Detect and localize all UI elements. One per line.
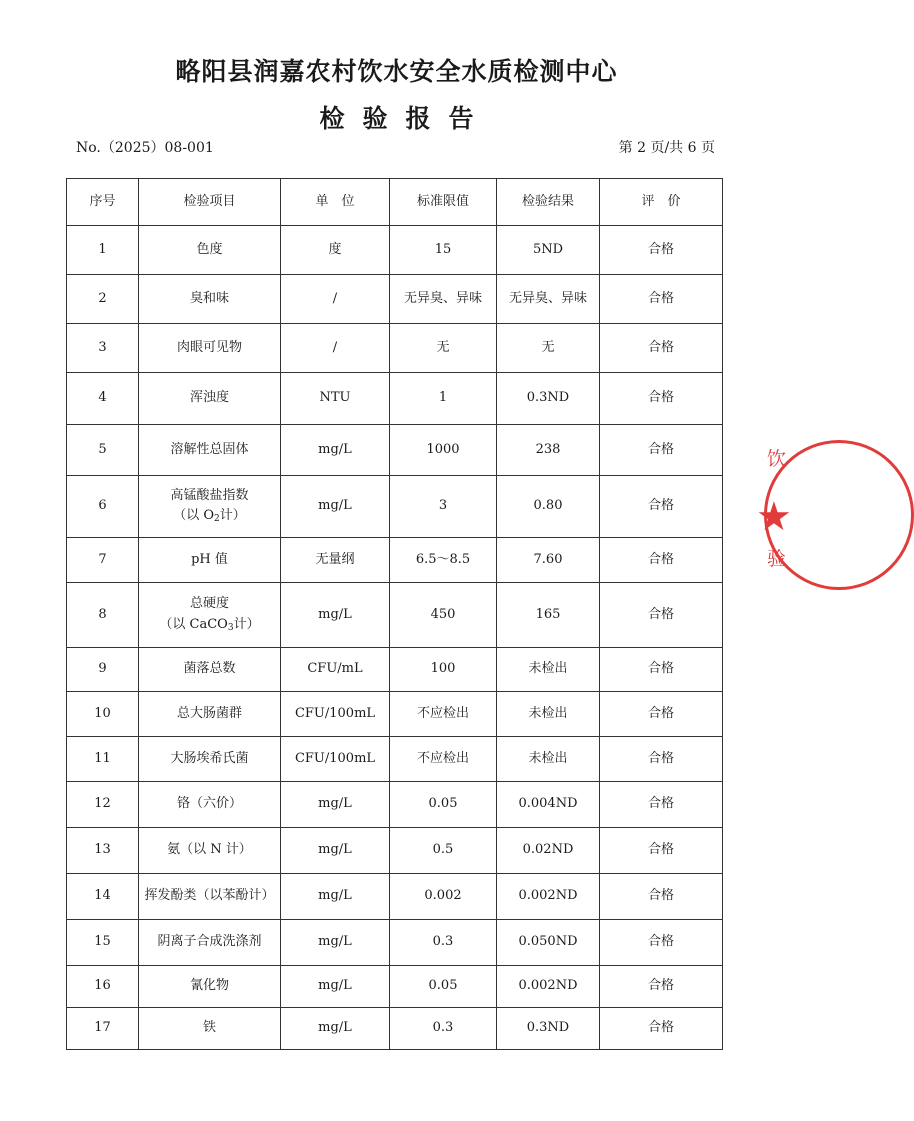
seal-char-top: 饮 xyxy=(767,448,787,470)
cell-limit: 不应检出 xyxy=(390,737,497,782)
table-row xyxy=(67,226,723,275)
cell-number: 7 xyxy=(67,538,139,583)
cell-evaluation: 合格 xyxy=(600,782,723,828)
item-name: 阴离子合成洗涤剂 xyxy=(157,934,262,950)
item-name: 溶解性总固体 xyxy=(170,441,249,457)
cell-limit: 6.5～8.5 xyxy=(390,538,497,583)
item-name: 挥发酚类（以苯酚计） xyxy=(144,888,275,904)
seal-char-bottom: 验 xyxy=(767,548,787,570)
cell-evaluation: 合格 xyxy=(600,275,723,324)
cell-result: 238 xyxy=(497,425,600,476)
column-header-limit: 标准限值 xyxy=(390,179,497,226)
table-row xyxy=(67,275,723,324)
cell-evaluation: 合格 xyxy=(600,648,723,692)
cell-item xyxy=(139,226,281,275)
cell-result: 5ND xyxy=(497,226,600,275)
column-header-unit: 单 位 xyxy=(281,179,390,226)
cell-limit: 450 xyxy=(390,583,497,648)
table-row xyxy=(67,828,723,874)
cell-result: 未检出 xyxy=(497,692,600,737)
cell-evaluation: 合格 xyxy=(600,425,723,476)
cell-limit: 0.002 xyxy=(390,874,497,920)
cell-number: 11 xyxy=(67,737,139,782)
cell-unit: / xyxy=(281,275,390,324)
cell-limit: 无 xyxy=(390,324,497,373)
item-name: 氰化物 xyxy=(189,978,229,994)
table-row xyxy=(67,648,723,692)
cell-result: 0.3ND xyxy=(497,1008,600,1050)
cell-unit: / xyxy=(281,324,390,373)
cell-evaluation: 合格 xyxy=(600,583,723,648)
table-row xyxy=(67,373,723,425)
cell-unit: mg/L xyxy=(281,874,390,920)
cell-number: 2 xyxy=(67,275,139,324)
table-row xyxy=(67,874,723,920)
item-basis xyxy=(141,615,278,636)
inspection-results-table xyxy=(66,178,723,1050)
cell-number: 6 xyxy=(67,476,139,538)
cell-item xyxy=(139,782,281,828)
cell-item xyxy=(139,275,281,324)
cell-unit: mg/L xyxy=(281,782,390,828)
cell-evaluation: 合格 xyxy=(600,966,723,1008)
cell-unit: NTU xyxy=(281,373,390,425)
cell-limit: 无异臭、异味 xyxy=(390,275,497,324)
organization-title: 略阳县润嘉农村饮水安全水质检测中心 xyxy=(175,57,618,86)
cell-result: 无 xyxy=(497,324,600,373)
column-header-result: 检验结果 xyxy=(497,179,600,226)
cell-evaluation: 合格 xyxy=(600,226,723,275)
table-row xyxy=(67,583,723,648)
cell-item xyxy=(139,648,281,692)
page-indicator: 第 2 页/共 6 页 xyxy=(618,140,715,156)
cell-limit: 0.5 xyxy=(390,828,497,874)
cell-item xyxy=(139,828,281,874)
cell-result: 0.02ND xyxy=(497,828,600,874)
cell-item xyxy=(139,966,281,1008)
table-header-row xyxy=(67,179,723,226)
column-header-evaluation: 评 价 xyxy=(600,179,723,226)
cell-item xyxy=(139,1008,281,1050)
item-name: 铁 xyxy=(202,1020,216,1036)
cell-limit: 1000 xyxy=(390,425,497,476)
cell-unit: 无量纲 xyxy=(281,538,390,583)
cell-number: 4 xyxy=(67,373,139,425)
cell-number: 3 xyxy=(67,324,139,373)
cell-result: 165 xyxy=(497,583,600,648)
cell-limit: 15 xyxy=(390,226,497,275)
cell-item xyxy=(139,425,281,476)
cell-result: 未检出 xyxy=(497,648,600,692)
cell-item xyxy=(139,737,281,782)
table-row xyxy=(67,324,723,373)
basis-text: 计） xyxy=(233,616,260,632)
cell-evaluation: 合格 xyxy=(600,476,723,538)
subscript: 2 xyxy=(214,514,220,525)
cell-item xyxy=(139,476,281,538)
cell-item xyxy=(139,324,281,373)
cell-evaluation: 合格 xyxy=(600,373,723,425)
table-row xyxy=(67,966,723,1008)
cell-result: 未检出 xyxy=(497,737,600,782)
item-name: 肉眼可见物 xyxy=(176,339,242,355)
item-name: 浑浊度 xyxy=(189,390,229,406)
cell-result: 0.3ND xyxy=(497,373,600,425)
item-basis xyxy=(141,506,278,527)
cell-result: 7.60 xyxy=(497,538,600,583)
item-name: 铬（六价） xyxy=(176,796,242,812)
table-body xyxy=(67,226,723,1050)
item-name: 氨（以 N 计） xyxy=(167,842,252,858)
item-name: pH 值 xyxy=(191,551,228,567)
item-name: 高锰酸盐指数 xyxy=(170,487,249,503)
table-row xyxy=(67,425,723,476)
cell-limit: 3 xyxy=(390,476,497,538)
cell-number: 14 xyxy=(67,874,139,920)
cell-unit: CFU/100mL xyxy=(281,737,390,782)
cell-limit: 不应检出 xyxy=(390,692,497,737)
cell-unit: mg/L xyxy=(281,476,390,538)
cell-evaluation: 合格 xyxy=(600,324,723,373)
cell-item xyxy=(139,373,281,425)
cell-unit: 度 xyxy=(281,226,390,275)
subscript: 3 xyxy=(227,622,234,633)
table-row xyxy=(67,737,723,782)
table-row xyxy=(67,782,723,828)
cell-item xyxy=(139,920,281,966)
cell-evaluation: 合格 xyxy=(600,920,723,966)
cell-result: 0.050ND xyxy=(497,920,600,966)
cell-unit: mg/L xyxy=(281,583,390,648)
table-row xyxy=(67,920,723,966)
column-header-item: 检验项目 xyxy=(139,179,281,226)
cell-limit: 0.3 xyxy=(390,920,497,966)
official-seal xyxy=(756,432,793,592)
report-title: 检验报告 xyxy=(319,104,492,133)
cell-evaluation: 合格 xyxy=(600,538,723,583)
cell-number: 5 xyxy=(67,425,139,476)
report-number: No.（2025）08-001 xyxy=(76,140,214,156)
cell-number: 17 xyxy=(67,1008,139,1050)
table-row xyxy=(67,476,723,538)
cell-item xyxy=(139,874,281,920)
basis-text: （以 CaCO xyxy=(159,616,228,632)
cell-unit: CFU/mL xyxy=(281,648,390,692)
cell-limit: 100 xyxy=(390,648,497,692)
cell-result: 无异臭、异味 xyxy=(497,275,600,324)
cell-result: 0.80 xyxy=(497,476,600,538)
cell-number: 16 xyxy=(67,966,139,1008)
cell-item xyxy=(139,583,281,648)
cell-number: 13 xyxy=(67,828,139,874)
cell-evaluation: 合格 xyxy=(600,692,723,737)
item-name: 大肠埃希氏菌 xyxy=(170,750,249,766)
table-row xyxy=(67,538,723,583)
cell-evaluation: 合格 xyxy=(600,874,723,920)
cell-evaluation: 合格 xyxy=(600,1008,723,1050)
cell-result: 0.002ND xyxy=(497,874,600,920)
cell-evaluation: 合格 xyxy=(600,737,723,782)
table-row xyxy=(67,692,723,737)
cell-item xyxy=(139,692,281,737)
cell-unit: mg/L xyxy=(281,828,390,874)
seal-star-icon: ★ xyxy=(756,494,792,540)
cell-number: 12 xyxy=(67,782,139,828)
cell-unit: mg/L xyxy=(281,920,390,966)
cell-number: 9 xyxy=(67,648,139,692)
item-name: 菌落总数 xyxy=(183,661,236,677)
cell-evaluation: 合格 xyxy=(600,828,723,874)
basis-text: 计） xyxy=(219,508,246,524)
cell-result: 0.002ND xyxy=(497,966,600,1008)
cell-unit: mg/L xyxy=(281,966,390,1008)
item-name: 色度 xyxy=(196,241,223,257)
cell-item xyxy=(139,538,281,583)
cell-number: 15 xyxy=(67,920,139,966)
cell-limit: 1 xyxy=(390,373,497,425)
table-row xyxy=(67,1008,723,1050)
basis-text: （以 O xyxy=(173,508,215,524)
cell-number: 10 xyxy=(67,692,139,737)
cell-result: 0.004ND xyxy=(497,782,600,828)
item-name: 总硬度 xyxy=(189,596,229,612)
column-header-no: 序号 xyxy=(67,179,139,226)
item-name: 总大肠菌群 xyxy=(176,705,242,721)
cell-number: 8 xyxy=(67,583,139,648)
cell-limit: 0.3 xyxy=(390,1008,497,1050)
cell-unit: mg/L xyxy=(281,425,390,476)
cell-number: 1 xyxy=(67,226,139,275)
item-name: 臭和味 xyxy=(189,290,229,306)
cell-limit: 0.05 xyxy=(390,966,497,1008)
cell-unit: mg/L xyxy=(281,1008,390,1050)
cell-limit: 0.05 xyxy=(390,782,497,828)
cell-unit: CFU/100mL xyxy=(281,692,390,737)
